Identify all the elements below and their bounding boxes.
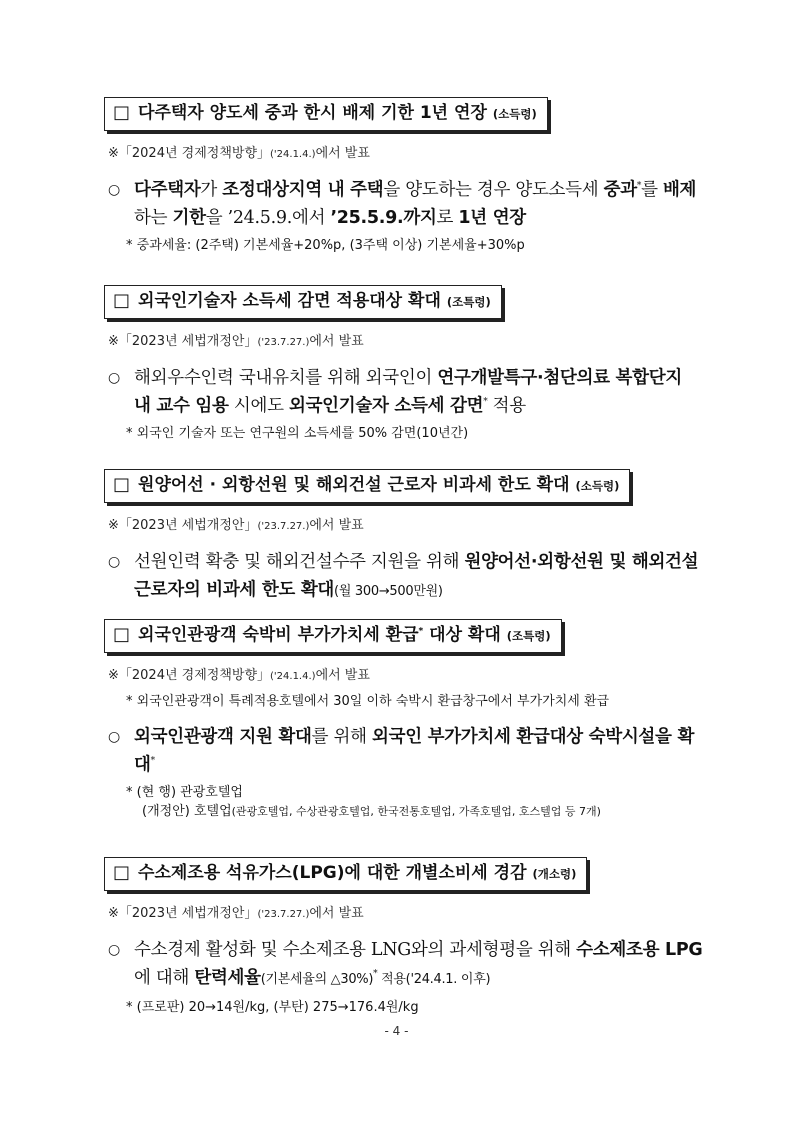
bullet-circle-icon: ○ [108, 554, 120, 570]
note-text: ※「2024년 경제정책방향」 [108, 146, 271, 161]
bullet-text: 외국인관광객 지원 확대를 위해 외국인 부가가치세 환급대상 숙박시설을 확대* [134, 727, 695, 775]
bullet-paragraph [108, 548, 704, 606]
section-tag: (조특령) [446, 295, 491, 309]
page-number: - 4 - [384, 1024, 409, 1038]
bullet-paragraph [108, 176, 704, 232]
bullet-text: 수소경제 활성화 및 수소제조용 LNG와의 과세형평을 위해 수소제조용 LPG에 대해 탄력세율(기본세율의 △30%)* 적용('24.4.1. 이후) [134, 940, 703, 988]
bullet-circle-icon: ○ [108, 942, 120, 958]
checkbox-square-icon: □ [113, 102, 131, 123]
bullet-text: 선원인력 확충 및 해외건설수주 지원을 위해 원양어선·외항선원 및 해외건설근로자의 비과세 한도 확대(월 300→500만원) [134, 552, 699, 600]
section-heading [104, 619, 562, 653]
section-tag: (소득령) [492, 107, 537, 121]
footnote-pre: * 외국인관광객이 특례적용호텔에서 30일 이하 숙박시 환급창구에서 부가가치세 환급 [126, 694, 610, 709]
footnote: * 중과세율: (2주택) 기본세율+20%p, (3주택 이상) 기본세율+30%p [126, 238, 525, 253]
source-note: ※「2024년 경제정책방향」('24.1.4.)에서 발표 [108, 668, 370, 683]
bullet-circle-icon: ○ [108, 370, 120, 386]
checkbox-square-icon: □ [113, 624, 131, 645]
section-heading [104, 857, 587, 891]
section-lpg-excise-tax [104, 857, 704, 1017]
section-heading [104, 469, 630, 503]
bullet-paragraph [108, 723, 704, 779]
checkbox-square-icon: □ [113, 862, 131, 883]
section-heading [104, 97, 548, 131]
section-tag: (개소령) [532, 867, 577, 881]
checkbox-square-icon: □ [113, 290, 131, 311]
bullet-circle-icon: ○ [108, 182, 120, 198]
section-multi-home-tax [104, 97, 704, 255]
source-note: ※「2023년 세법개정안」('23.7.27.)에서 발표 [108, 906, 364, 921]
section-title: 다주택자 양도세 중과 한시 배제 기한 1년 연장 [138, 103, 487, 123]
footnote: * (프로판) 20→14원/kg, (부탄) 275→176.4원/kg [126, 1000, 419, 1015]
section-tag: (조특령) [506, 629, 551, 643]
section-title: 외국인관광객 숙박비 부가가치세 환급* 대상 확대 [138, 625, 501, 645]
section-foreign-engineer-tax [104, 285, 704, 443]
bullet-circle-icon: ○ [108, 729, 120, 745]
note-suffix: 에서 발표 [315, 146, 370, 161]
footnote-line2: (개정안) 호텔업(관광호텔업, 수상관광호텔업, 한국전통호텔업, 가족호텔업, 호스텔업 등 7개) [142, 804, 601, 819]
bullet-text: 다주택자가 조정대상지역 내 주택을 양도하는 경우 양도소득세 중과*를 배제하는 기한을 ’24.5.9.에서 ’25.5.9.까지로 1년 연장 [134, 180, 697, 228]
source-note [108, 145, 704, 164]
bullet-paragraph [108, 936, 704, 994]
checkbox-square-icon: □ [113, 474, 131, 495]
section-seafarer-tax [104, 469, 704, 606]
section-heading [104, 285, 502, 319]
footnote: * (현 행) 관광호텔업 [126, 785, 243, 800]
section-title: 외국인기술자 소득세 감면 적용대상 확대 [138, 291, 441, 311]
bullet-text: 해외우수인력 국내유치를 위해 외국인이 연구개발특구·첨단의료 복합단지 내 교수 임용 시에도 외국인기술자 소득세 감면* 적용 [134, 368, 682, 416]
section-tag: (소득령) [575, 479, 620, 493]
footnote: * 외국인 기술자 또는 연구원의 소득세를 50% 감면(10년간) [126, 426, 469, 441]
note-date: ('24.1.4.) [270, 149, 316, 160]
bullet-paragraph [108, 364, 704, 420]
section-tourist-vat-refund [104, 619, 704, 821]
section-title: 원양어선 · 외항선원 및 해외건설 근로자 비과세 한도 확대 [138, 475, 570, 495]
section-title: 수소제조용 석유가스(LPG)에 대한 개별소비세 경감 [138, 863, 527, 883]
source-note: ※「2023년 세법개정안」('23.7.27.)에서 발표 [108, 334, 364, 349]
source-note: ※「2023년 세법개정안」('23.7.27.)에서 발표 [108, 518, 364, 533]
